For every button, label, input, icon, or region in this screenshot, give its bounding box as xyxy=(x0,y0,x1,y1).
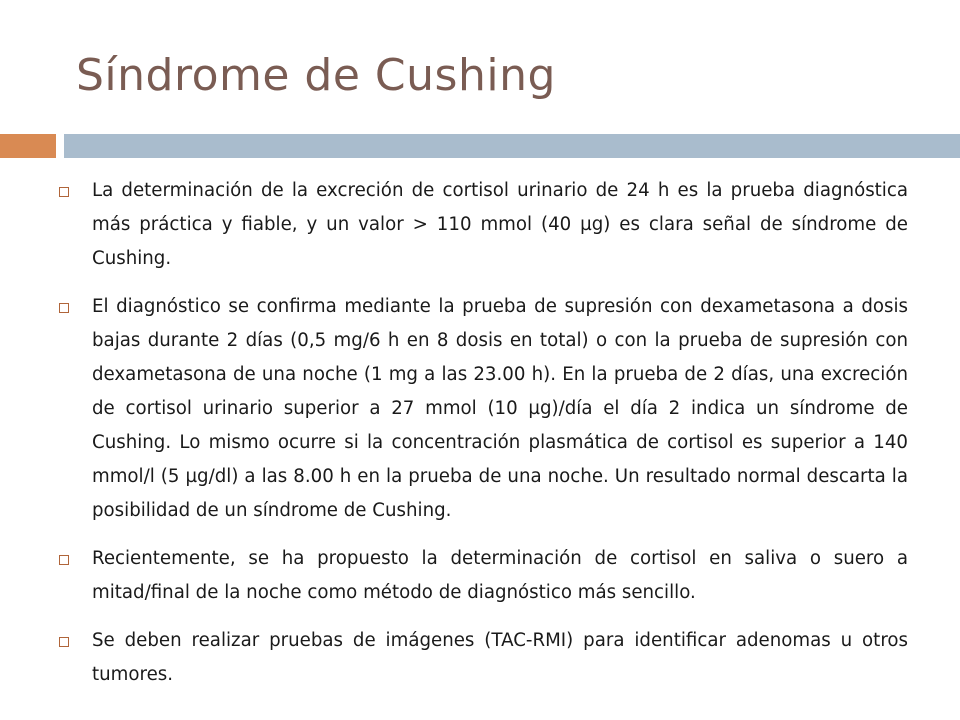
square-bullet-icon xyxy=(59,637,69,647)
bullet-item xyxy=(56,542,908,610)
slide-title: Síndrome de Cushing xyxy=(76,50,556,101)
bullet-text: El diagnóstico se confirma mediante la prueba de supresión con dexametasona a dosis bajas durante 2 días (0,5 mg/6 h en 8 dosis en total) o con la prueba de supresión con dexametasona de una noche (1 mg a las 23.00 h). En la prueba de 2 días, una excreción de cortisol urinario superior a 27 mmol (10 µg)/día el día 2 indica un síndrome de Cushing. Lo mismo ocurre si la concentración plasmática de cortisol es superior a 140 mmol/l (5 µg/dl) a las 8.00 h en la prueba de una noche. Un resultado normal descarta la posibilidad de un síndrome de Cushing. xyxy=(92,296,908,521)
bullet-text: Se deben realizar pruebas de imágenes (TAC-RMI) para identificar adenomas u otros tumores. xyxy=(92,630,908,685)
bullet-list xyxy=(56,174,908,706)
bullet-text: La determinación de la excreción de cortisol urinario de 24 h es la prueba diagnóstica más práctica y fiable, y un valor > 110 mmol (40 µg) es clara señal de síndrome de Cushing. xyxy=(92,180,908,269)
accent-bar-blue xyxy=(64,134,960,158)
bullet-item xyxy=(56,290,908,528)
bullet-item xyxy=(56,174,908,276)
bullet-item xyxy=(56,624,908,692)
square-bullet-icon xyxy=(59,187,69,197)
bullet-text: Recientemente, se ha propuesto la determinación de cortisol en saliva o suero a mitad/final de la noche como método de diagnóstico más sencillo. xyxy=(92,548,908,603)
accent-bar-orange xyxy=(0,134,56,158)
square-bullet-icon xyxy=(59,555,69,565)
square-bullet-icon xyxy=(59,303,69,313)
